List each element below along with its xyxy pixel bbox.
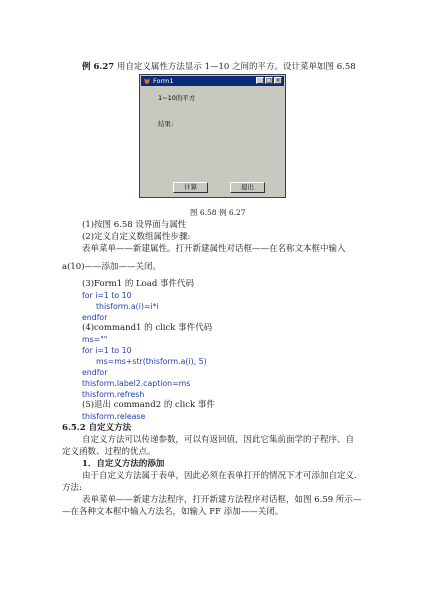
- code-line: endfor: [82, 313, 108, 322]
- section-heading: 6.5.2 自定义方法: [62, 423, 132, 433]
- result-label: 结果：: [158, 120, 178, 128]
- subheading: 1．自定义方法的添加: [82, 459, 165, 469]
- step-2-detail-2: a(10)——添加——关闭。: [62, 262, 162, 272]
- minimize-button[interactable]: _: [256, 77, 264, 84]
- step-5: (5)退出 command2 的 click 事件: [82, 400, 215, 410]
- paragraph-line: —在各种文本框中输入方法名，如输入 FF 添加——关闭。: [62, 507, 284, 517]
- step-4: (4)command1 的 click 事件代码: [82, 323, 213, 333]
- paragraph-line: 表单菜单——新建方法程序，打开新建方法程序对话框，如图 6.59 所示—: [82, 495, 362, 505]
- form-title: Form1: [153, 77, 174, 85]
- code-line: ms="": [82, 335, 108, 344]
- code-line: endfor: [82, 368, 108, 377]
- squares-label: 1~10的平方: [158, 94, 196, 102]
- code-line: for i=1 to 10: [82, 291, 132, 300]
- paragraph-line: 自定义方法可以传递参数，可以有返回值，因此它集前面学的子程序、自: [82, 435, 355, 445]
- maximize-button[interactable]: □: [266, 77, 272, 84]
- code-line: ms=ms+str(thisform.a(i), 5): [96, 357, 207, 366]
- paragraph-line: 由于自定义方法属于表单，因此必须在表单打开的情况下才可添加自定义.: [82, 471, 357, 481]
- title-bar: [141, 76, 284, 86]
- code-line: for i=1 to 10: [82, 346, 132, 355]
- form-window: [139, 74, 286, 198]
- step-2: (2)定义自定义数组属性步骤:: [82, 232, 191, 242]
- step-3: (3)Form1 的 Load 事件代码: [82, 279, 194, 289]
- calc-button[interactable]: 计算: [173, 182, 208, 193]
- fox-icon: [143, 77, 151, 85]
- exit-button[interactable]: 退出: [230, 182, 265, 193]
- figure-caption: 图 6.58 例 6.27: [190, 208, 246, 217]
- code-line: thisform.label2.caption=ms: [82, 379, 191, 388]
- code-line: thisform.a(i)=i*i: [96, 302, 159, 311]
- step-1: (1)按图 6.58 设界面与属性: [82, 220, 187, 230]
- step-2-detail-1: 表单菜单——新建属性。打开新建属性对话框——在名称文本框中输入: [82, 244, 346, 254]
- code-line: thisform.release: [82, 412, 146, 421]
- code-line: thisform.refresh: [82, 390, 145, 399]
- close-button[interactable]: ×: [275, 77, 281, 84]
- paragraph-line: 方法:: [62, 483, 82, 493]
- example-title: 例 6.27 用自定义属性方法显示 1—10 之间的平方。设计菜单如图 6.58: [82, 62, 356, 72]
- paragraph-line: 定义函数、过程的优点。: [62, 447, 156, 457]
